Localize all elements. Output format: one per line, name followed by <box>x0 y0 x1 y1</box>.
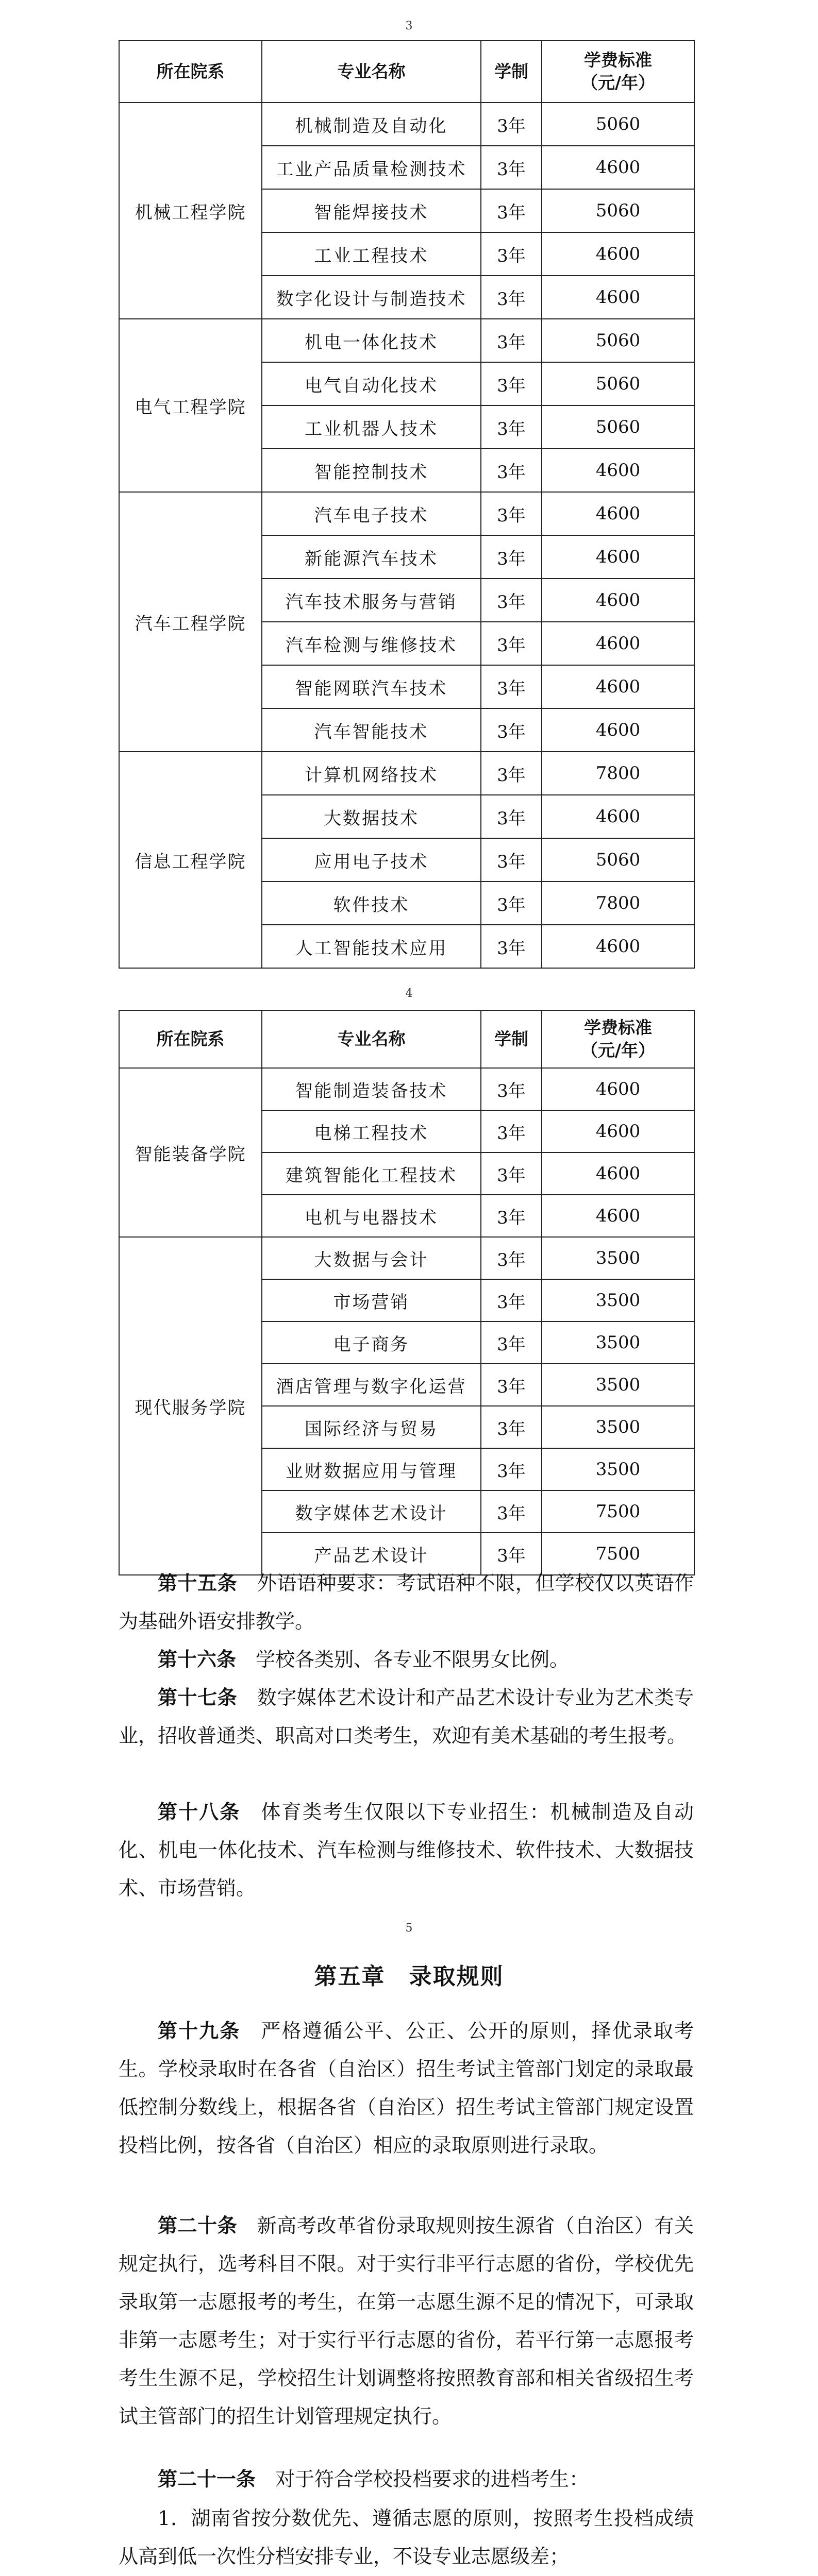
major-cell: 汽车电子技术 <box>262 492 481 535</box>
fee-cell: 4600 <box>542 795 694 838</box>
table-header-row <box>119 41 694 103</box>
major-cell: 数字媒体艺术设计 <box>262 1490 481 1533</box>
article-text: 严格遵循公平、公正、公开的原则，择优录取考生。学校录取时在各省（自治区）招生考试主管部门划定的录取最低控制分数线上，根据各省（自治区）招生考试主管部门规定设置投档比例，按各省（自治区）相应的录取原则进行录取。 <box>119 2020 694 2157</box>
article-label: 第十八条 <box>158 1801 241 1823</box>
fee-cell: 5060 <box>542 319 694 362</box>
table-row <box>119 1237 694 1279</box>
major-cell: 汽车技术服务与营销 <box>262 579 481 622</box>
fee-cell: 4600 <box>542 708 694 752</box>
article-text: 体育类考生仅限以下专业招生：机械制造及自动化、机电一体化技术、汽车检测与维修技术、软件技术、大数据技术、市场营销。 <box>119 1801 694 1900</box>
major-cell: 大数据技术 <box>262 795 481 838</box>
duration-cell: 3年 <box>481 1448 542 1490</box>
college-cell: 现代服务学院 <box>119 1237 262 1575</box>
duration-cell: 3年 <box>481 882 542 925</box>
fee-cell: 4600 <box>542 232 694 276</box>
fee-cell: 4600 <box>542 1195 694 1237</box>
major-cell: 软件技术 <box>262 882 481 925</box>
duration-cell: 3年 <box>481 1321 542 1364</box>
duration-cell: 3年 <box>481 449 542 492</box>
fee-cell: 4600 <box>542 1153 694 1195</box>
article-label: 第二十条 <box>158 2214 238 2237</box>
major-cell: 智能制造装备技术 <box>262 1068 481 1110</box>
fee-cell: 7500 <box>542 1533 694 1575</box>
duration-cell: 3年 <box>481 535 542 579</box>
major-cell: 电梯工程技术 <box>262 1110 481 1153</box>
duration-cell: 3年 <box>481 146 542 189</box>
article-21 <box>119 2460 694 2498</box>
duration-cell: 3年 <box>481 232 542 276</box>
college-cell: 智能装备学院 <box>119 1068 262 1237</box>
page-number: 5 <box>405 1922 413 1935</box>
fee-cell: 5060 <box>542 838 694 882</box>
college-cell: 机械工程学院 <box>119 103 262 319</box>
header-fee-line2: （元/年） <box>580 73 656 93</box>
major-cell: 新能源汽车技术 <box>262 535 481 579</box>
article-label: 第二十一条 <box>158 2468 256 2490</box>
fee-cell: 4600 <box>542 579 694 622</box>
duration-cell: 3年 <box>481 1364 542 1406</box>
article-16 <box>119 1640 694 1679</box>
duration-cell: 3年 <box>481 795 542 838</box>
fee-cell: 4600 <box>542 535 694 579</box>
fee-cell: 5060 <box>542 189 694 232</box>
duration-cell: 3年 <box>481 1279 542 1321</box>
fee-cell: 3500 <box>542 1321 694 1364</box>
table-row <box>119 1068 694 1110</box>
fee-cell: 3500 <box>542 1237 694 1279</box>
table-row <box>119 752 694 795</box>
major-cell: 建筑智能化工程技术 <box>262 1153 481 1195</box>
college-cell: 信息工程学院 <box>119 752 262 968</box>
fee-cell: 3500 <box>542 1279 694 1321</box>
duration-cell: 3年 <box>481 665 542 708</box>
table-row <box>119 492 694 535</box>
header-major: 专业名称 <box>262 41 481 103</box>
duration-cell: 3年 <box>481 362 542 405</box>
duration-cell: 3年 <box>481 1153 542 1195</box>
duration-cell: 3年 <box>481 405 542 449</box>
fee-cell: 4600 <box>542 449 694 492</box>
fee-cell: 5060 <box>542 405 694 449</box>
duration-cell: 3年 <box>481 1406 542 1448</box>
tuition-table-page4 <box>119 1010 695 1575</box>
tuition-table-page3 <box>119 40 695 969</box>
header-duration: 学制 <box>481 41 542 103</box>
major-cell: 智能控制技术 <box>262 449 481 492</box>
major-cell: 电子商务 <box>262 1321 481 1364</box>
article-15 <box>119 1564 694 1640</box>
major-cell: 电气自动化技术 <box>262 362 481 405</box>
fee-cell: 5060 <box>542 362 694 405</box>
duration-cell: 3年 <box>481 1195 542 1237</box>
header-fee-line1: 学费标准 <box>584 1018 652 1038</box>
major-cell: 计算机网络技术 <box>262 752 481 795</box>
article-text: 数字媒体艺术设计和产品艺术设计专业为艺术类专业，招收普通类、职高对口类考生，欢迎有美术基础的考生报考。 <box>119 1686 694 1747</box>
duration-cell: 3年 <box>481 319 542 362</box>
duration-cell: 3年 <box>481 103 542 146</box>
page-number: 3 <box>405 20 413 32</box>
article-19 <box>119 2012 694 2164</box>
header-duration: 学制 <box>481 1010 542 1068</box>
header-college: 所在院系 <box>119 1010 262 1068</box>
major-cell: 酒店管理与数字化运营 <box>262 1364 481 1406</box>
header-college: 所在院系 <box>119 41 262 103</box>
major-cell: 数字化设计与制造技术 <box>262 276 481 319</box>
major-cell: 应用电子技术 <box>262 838 481 882</box>
duration-cell: 3年 <box>481 622 542 665</box>
fee-cell: 7800 <box>542 752 694 795</box>
major-cell: 电机与电器技术 <box>262 1195 481 1237</box>
fee-cell: 4600 <box>542 146 694 189</box>
fee-cell: 4600 <box>542 622 694 665</box>
duration-cell: 3年 <box>481 1110 542 1153</box>
fee-cell: 4600 <box>542 665 694 708</box>
article-18 <box>119 1793 694 1907</box>
duration-cell: 3年 <box>481 1533 542 1575</box>
article-text: 对于符合学校投档要求的进档考生： <box>275 2468 589 2490</box>
major-cell: 市场营销 <box>262 1279 481 1321</box>
table-row <box>119 319 694 362</box>
header-fee <box>542 1010 694 1068</box>
duration-cell: 3年 <box>481 492 542 535</box>
article-label: 第十五条 <box>158 1572 238 1595</box>
major-cell: 工业产品质量检测技术 <box>262 146 481 189</box>
college-cell: 电气工程学院 <box>119 319 262 492</box>
major-cell: 汽车智能技术 <box>262 708 481 752</box>
table-header-row <box>119 1010 694 1068</box>
header-fee-line2: （元/年） <box>580 1040 656 1060</box>
fee-cell: 4600 <box>542 1110 694 1153</box>
article-text: 学校各类别、各专业不限男女比例。 <box>256 1648 570 1671</box>
major-cell: 工业机器人技术 <box>262 405 481 449</box>
major-cell: 机电一体化技术 <box>262 319 481 362</box>
major-cell: 机械制造及自动化 <box>262 103 481 146</box>
duration-cell: 3年 <box>481 752 542 795</box>
duration-cell: 3年 <box>481 276 542 319</box>
article-21-item-1: 1．湖南省按分数优先、遵循志愿的原则，按照考生投档成绩从高到低一次性分档安排专业，不设专业志愿级差； <box>119 2507 694 2568</box>
article-text: 外语语种要求：考试语种不限，但学校仅以英语作为基础外语安排教学。 <box>119 1572 694 1633</box>
fee-cell: 4600 <box>542 925 694 968</box>
article-20 <box>119 2207 694 2435</box>
major-cell: 工业工程技术 <box>262 232 481 276</box>
page-number: 4 <box>405 987 413 1000</box>
fee-cell: 5060 <box>542 103 694 146</box>
chapter-title: 第五章 录取规则 <box>314 1963 504 1990</box>
fee-cell: 4600 <box>542 276 694 319</box>
duration-cell: 3年 <box>481 1490 542 1533</box>
major-cell: 国际经济与贸易 <box>262 1406 481 1448</box>
header-major: 专业名称 <box>262 1010 481 1068</box>
article-label: 第十六条 <box>158 1648 237 1671</box>
article-17 <box>119 1679 694 1755</box>
header-fee <box>542 41 694 103</box>
fee-cell: 3500 <box>542 1448 694 1490</box>
fee-cell: 7500 <box>542 1490 694 1533</box>
major-cell: 汽车检测与维修技术 <box>262 622 481 665</box>
fee-cell: 4600 <box>542 1068 694 1110</box>
duration-cell: 3年 <box>481 579 542 622</box>
duration-cell: 3年 <box>481 1068 542 1110</box>
duration-cell: 3年 <box>481 838 542 882</box>
duration-cell: 3年 <box>481 189 542 232</box>
duration-cell: 3年 <box>481 1237 542 1279</box>
major-cell: 人工智能技术应用 <box>262 925 481 968</box>
major-cell: 大数据与会计 <box>262 1237 481 1279</box>
article-label: 第十七条 <box>158 1686 238 1709</box>
major-cell: 业财数据应用与管理 <box>262 1448 481 1490</box>
fee-cell: 3500 <box>542 1406 694 1448</box>
duration-cell: 3年 <box>481 925 542 968</box>
college-cell: 汽车工程学院 <box>119 492 262 752</box>
major-cell: 产品艺术设计 <box>262 1533 481 1575</box>
table-row <box>119 103 694 146</box>
fee-cell: 4600 <box>542 492 694 535</box>
fee-cell: 7800 <box>542 882 694 925</box>
article-label: 第十九条 <box>158 2020 241 2042</box>
fee-cell: 3500 <box>542 1364 694 1406</box>
major-cell: 智能焊接技术 <box>262 189 481 232</box>
duration-cell: 3年 <box>481 708 542 752</box>
major-cell: 智能网联汽车技术 <box>262 665 481 708</box>
article-text: 新高考改革省份录取规则按生源省（自治区）有关规定执行，选考科目不限。对于实行非平行志愿的省份，学校优先录取第一志愿报考的考生，在第一志愿生源不足的情况下，可录取非第一志愿考生；对于实行平行志愿的省份，若平行第一志愿报考考生生源不足，学校招生计划调整将按照教育部和相关省级招生考试主管部门的招生计划管理规定执行。 <box>119 2214 694 2428</box>
header-fee-line1: 学费标准 <box>584 50 652 70</box>
